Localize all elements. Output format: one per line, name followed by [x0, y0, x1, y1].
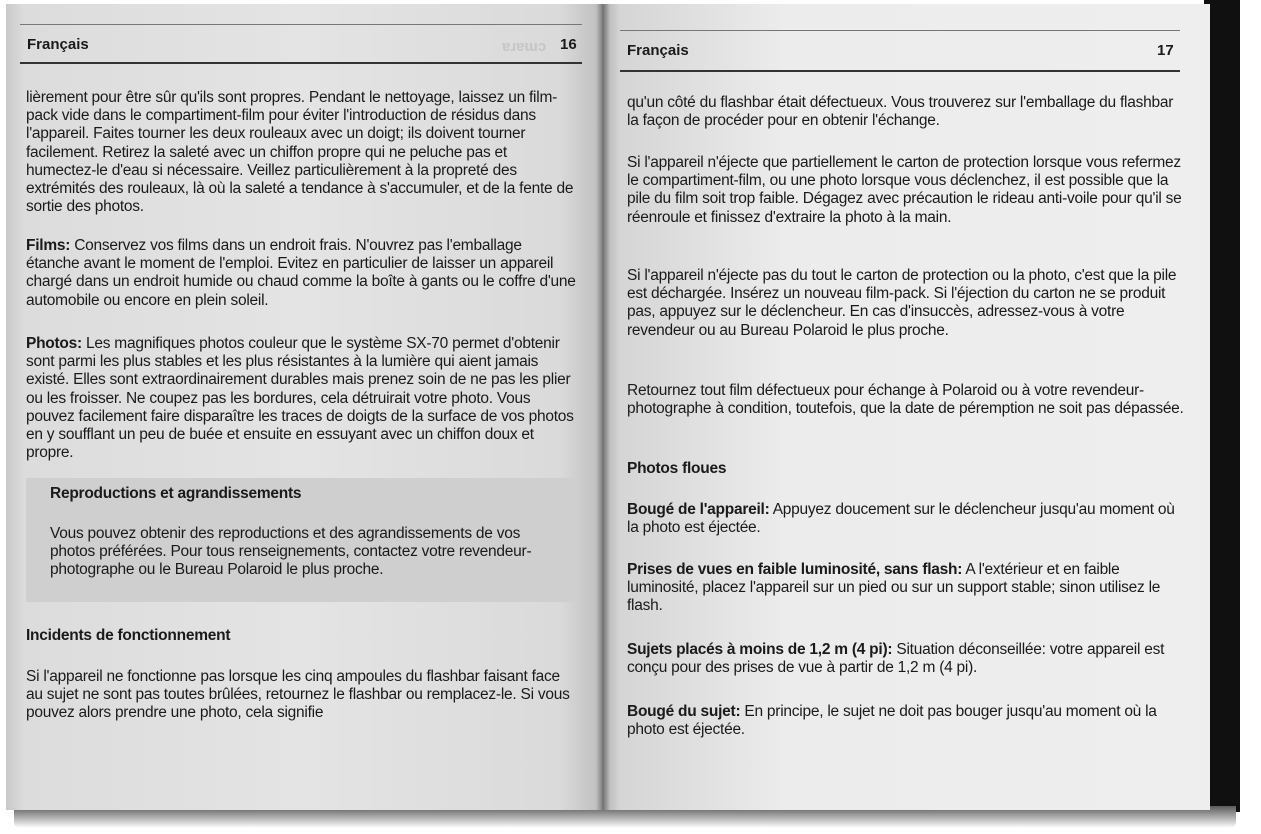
films-label: Films:	[26, 237, 71, 254]
section-title-incidents: Incidents de fonctionnement	[26, 627, 231, 644]
header-rule	[20, 62, 582, 64]
left-page	[6, 4, 602, 810]
page-header-language: Français	[27, 36, 89, 53]
page-header-language: Français	[627, 42, 689, 59]
blur-item-label: Prises de vues en faible luminosité, sans flash:	[627, 561, 963, 578]
blur-item-label: Bougé du sujet:	[627, 703, 741, 720]
top-edge-rule	[20, 24, 582, 25]
films-text: Conservez vos films dans un endroit frais. N'ouvrez pas l'emballage étanche avant le moment de l'emploi. Evitez en particulier de laisser un appareil chargé dans un endroit humide ou chaud comme la boîte à gants ou le coffre d'une automobile ou encore en plein soleil.	[26, 237, 576, 309]
blur-item-text: En principe, le sujet ne doit pas bouger jusqu'au moment où la photo est éjectée.	[627, 703, 1157, 739]
top-edge-rule	[620, 30, 1180, 31]
blur-item	[627, 703, 1187, 739]
paragraph-photos	[26, 335, 578, 462]
page-number: 16	[560, 36, 577, 53]
blur-item-text: Situation déconseillée: votre appareil est conçu pour des prises de vue à partir de 1,2 m (4 pi).	[627, 641, 1165, 677]
show-through-text: ɐɹɐɯɔ	[502, 38, 547, 55]
paragraph-defective-film: Retournez tout film défectueux pour échange à Polaroid ou à votre revendeur-photographe à condition, toutefois, que la date de péremption ne soit pas dépassée.	[627, 382, 1184, 418]
book-spread	[6, 4, 1238, 812]
reproductions-title: Reproductions et agrandissements	[50, 485, 302, 502]
blur-item-label: Sujets placés à moins de 1,2 m (4 pi):	[627, 641, 893, 658]
page-number: 17	[1157, 42, 1174, 59]
paragraph-cleaning: lièrement pour être sûr qu'ils sont propres. Pendant le nettoyage, laissez un film-pack vide dans le compartiment-film pour éviter l'introduction de résidus dans l'appareil. Faites tourner les deux rouleaux avec un doigt; ils doivent tourner facilement. Retirez la saleté avec un chiffon propre qui ne peluche pas et humectez-le d'eau si nécessaire. Veillez particulièrement à la propreté des extrémités des rouleaux, là où la saleté a tendance à s'accumuler, et de la fente de sortie des photos.	[26, 89, 574, 216]
right-page	[602, 4, 1210, 810]
book-spine	[596, 4, 610, 810]
paragraph-films	[26, 237, 578, 310]
paragraph-partial-ejection: Si l'appareil n'éjecte que partiellement le carton de protection lorsque vous refermez le compartiment-film, ou une photo lorsque vous déclenchez, il est possible que la pile du film soit trop faible. Dégagez avec précaution le rideau anti-voile pour qu'il se réenroule et finissez d'extraire la photo à la main.	[627, 154, 1182, 226]
header-rule	[620, 70, 1180, 72]
blur-item-text: Appuyez doucement sur le déclencheur jusqu'au moment où la photo est éjectée.	[627, 501, 1175, 537]
section-title-blurry: Photos floues	[627, 460, 727, 477]
photos-text: Les magnifiques photos couleur que le système SX-70 permet d'obtenir sont parmi les plus stables et les plus résistantes à la lumière qui aient jamais existé. Elles sont extraordinairement durables mais prenez soin de ne pas les plier ou les froisser. Ne coupez pas les bordures, cela détruirait votre photo. Vous pouvez facilement faire disparaître les traces de doigts de la surface de vos photos en y soufflant un peu de buée et ensuite en essuyant avec un chiffon doux et propre.	[26, 335, 574, 462]
blur-item	[627, 561, 1187, 616]
blur-item-label: Bougé de l'appareil:	[627, 501, 770, 518]
paragraph-flashbar: qu'un côté du flashbar était défectueux. Vous trouverez sur l'emballage du flashbar la façon de procéder pour en obtenir l'échange.	[627, 94, 1174, 130]
blur-item	[627, 501, 1187, 537]
paragraph-incidents: Si l'appareil ne fonctionne pas lorsque les cinq ampoules du flashbar faisant face au sujet ne sont pas toutes brûlées, retournez le flashbar ou remplacez-le. Si vous pouvez alors prendre une photo, cela signifie	[26, 668, 570, 722]
photos-label: Photos:	[26, 335, 82, 352]
blur-item-text: A l'extérieur et en faible luminosité, placez l'appareil sur un pied ou sur un support stable; sinon utilisez le flash.	[627, 561, 1161, 615]
blur-item	[627, 641, 1187, 677]
paragraph-no-ejection: Si l'appareil n'éjecte pas du tout le carton de protection ou la photo, c'est que la pile est déchargée. Insérez un nouveau film-pack. Si l'éjection du carton ne se produit pas, appuyez sur le déclencheur. En cas d'insuccès, adressez-vous à votre revendeur ou au Bureau Polaroid le plus proche.	[627, 267, 1177, 339]
reproductions-text: Vous pouvez obtenir des reproductions et des agrandissements de vos photos préférées. Pour tous renseignements, contactez votre revendeur-photographe ou le Bureau Polaroid le plus proche.	[50, 525, 532, 579]
